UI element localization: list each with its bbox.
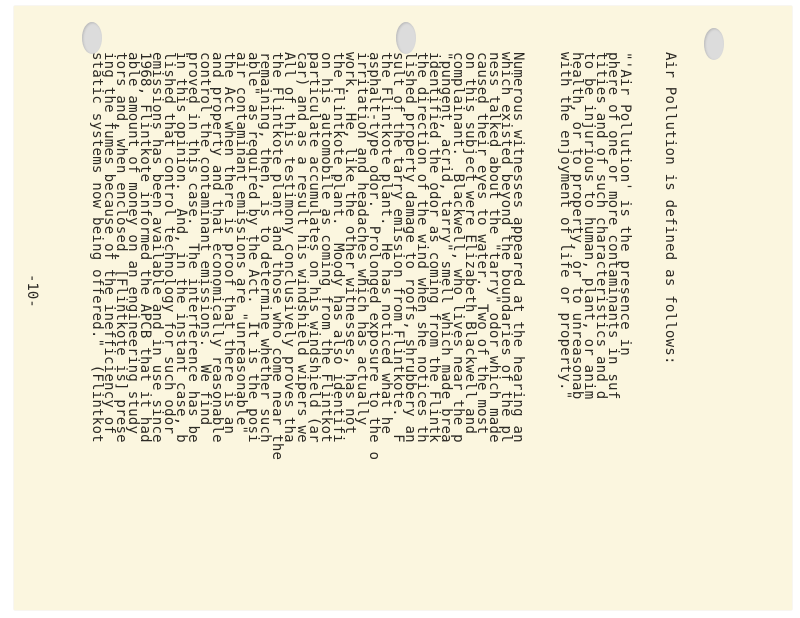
body-line: and property and that economically reasonable xyxy=(209,52,226,443)
body-line: caused their eyes to water. Two of the most xyxy=(474,52,491,435)
definition-line: "'Air Pollution' is the presence in xyxy=(616,52,633,356)
body-line: work. He, like the other witnesses, has not xyxy=(341,52,358,435)
body-line: air contaminant emissions are "unreasonable" xyxy=(233,52,250,435)
body-line: on his automobile as coming from the Flintkot xyxy=(317,52,334,443)
body-line: Numerous witnesses appeared at the hearing an xyxy=(510,52,527,443)
body-line: ness talked about the "tarry" odor which made xyxy=(486,52,503,443)
page-text xyxy=(67,52,700,610)
rotated-page-content xyxy=(14,6,792,610)
body-line: asphalt-type odor. Prolonged exposure to the o xyxy=(365,52,382,461)
body-line: tors and, when enclosed, [Flintkote is] prese xyxy=(112,52,129,443)
body-line: complainant. Blackwell, who lives near the p xyxy=(450,52,467,443)
body-line: remaining, then, is to determine whether such xyxy=(257,52,274,443)
body-line: irritation and headaches which has actually xyxy=(353,52,370,426)
body-line: the direction of the wind when she notices th xyxy=(414,52,431,443)
body-line: the Flintkote plant and those who come near the xyxy=(269,52,286,461)
body-line: the Flintkote plant. He has noticed what he xyxy=(377,52,394,435)
body-line: sult of the tarry emission from Flintkote. F xyxy=(389,52,406,443)
definition-line: with the enjoyment of life or property." xyxy=(556,52,573,400)
definition-line: phere of one or more contaminants in suf xyxy=(604,52,621,400)
body-line: able" as required by the Act. It is the posi xyxy=(245,52,262,443)
body-paragraph xyxy=(88,52,527,610)
definition-line: health, or to property, or to unreasonab xyxy=(568,52,585,400)
body-line: in this opinion. And, in the instant case, b xyxy=(173,52,190,443)
body-line: ing the fumes because of the inefficiency of xyxy=(100,52,117,435)
body-line: particulate accumulates on his windshield (ar xyxy=(305,52,322,443)
definition-quote xyxy=(556,52,633,610)
body-line: able amount of money on an engineering study xyxy=(124,52,141,435)
body-line: the Act when there is proof that there is an xyxy=(221,52,238,435)
body-line: lished that control technology for such odor xyxy=(161,52,178,435)
document-page xyxy=(14,6,792,610)
definition-line: tities and of such characteristics and d xyxy=(592,52,609,400)
body-line: 1968, Flintkote informed the APCB that it had xyxy=(136,52,153,443)
body-line: on this subject were Elizabeth Blackwell and xyxy=(462,52,479,435)
body-line: which existed beyond the boundaries of the pl xyxy=(498,52,515,443)
section-title: Air Pollution is defined as follows: xyxy=(661,52,678,365)
body-line: emissions has been available and in use since xyxy=(148,52,165,443)
body-line: proved in this case. The interference has be xyxy=(185,52,202,443)
body-line: the Flintkote plant. Moody has also identifi xyxy=(329,52,346,443)
body-line: "pungent, acrid, tarry" smell which made brea xyxy=(438,52,455,443)
body-line: car) and as a result his windshield wipers we xyxy=(293,52,310,443)
body-line: control the contaminant emissions. We find xyxy=(197,52,214,426)
page-number: -10- xyxy=(24,274,40,308)
body-line: identified the odor as coming from the Flintk xyxy=(426,52,443,443)
body-line: static systems now being offered." (Flintkot xyxy=(88,52,105,443)
definition-line: to be injurious to human, plant, or anim xyxy=(580,52,597,400)
body-line: lished property damage to roofs, shrubbery an xyxy=(401,52,418,443)
body-line: All of this testimony conclusively proves tha xyxy=(281,52,298,443)
